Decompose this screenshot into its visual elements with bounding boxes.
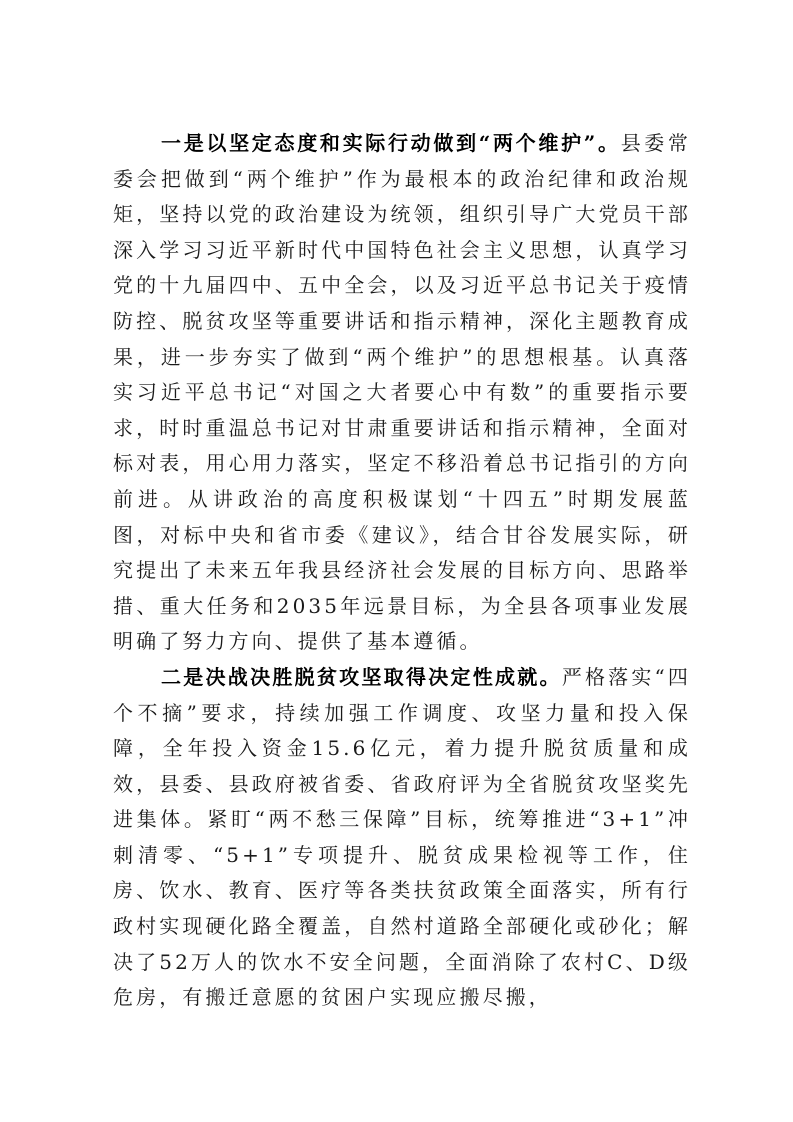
paragraph-2 <box>113 660 691 1016</box>
paragraph-2-body: 严格落实“四个不摘”要求，持续加强工作调度、攻坚力量和投入保障，全年投入资金15.6亿元，着力提升脱贫质量和成效，县委、县政府被省委、省政府评为全省脱贫攻坚奖先进集体。紧盯“两不愁三保障”目标，统筹推进“3+1”冲刺清零、“5+1”专项提升、脱贫成果检视等工作，住房、饮水、教育、医疗等各类扶贫政策全面落实，所有行政村实现硬化路全覆盖，自然村道路全部硬化或砂化；解决了52万人的饮水不安全问题，全面消除了农村C、D级危房，有搬迁意愿的贫困户实现应搬尽搬， <box>113 664 691 1010</box>
paragraph-1-body: 县委常委会把做到“两个维护”作为最根本的政治纪律和政治规矩，坚持以党的政治建设为统领，组织引导广大党员干部深入学习习近平新时代中国特色社会主义思想，认真学习党的十九届四中、五中全会，以及习近平总书记关于疫情防控、脱贫攻坚等重要讲话和指示精神，深化主题教育成果，进一步夯实了做到“两个维护”的思想根基。认真落实习近平总书记“对国之大者要心中有数”的重要指示要求，时时重温总书记对甘肃重要讲话和指示精神，全面对标对表，用心用力落实，坚定不移沿着总书记指引的方向前进。从讲政治的高度积极谋划“十四五”时期发展蓝图，对标中央和省市委《建议》，结合甘谷发展实际，研究提出了未来五年我县经济社会发展的目标方向、思路举措、重大任务和2035年远景目标，为全县各项事业发展明确了努力方向、提供了基本遵循。 <box>113 131 691 654</box>
paragraph-2-heading: 二是决战决胜脱贫攻坚取得决定性成就。 <box>161 664 562 689</box>
paragraph-1-heading: 一是以坚定态度和实际行动做到“两个维护”。 <box>161 131 621 155</box>
document-page <box>113 126 691 1016</box>
paragraph-1 <box>113 126 691 660</box>
